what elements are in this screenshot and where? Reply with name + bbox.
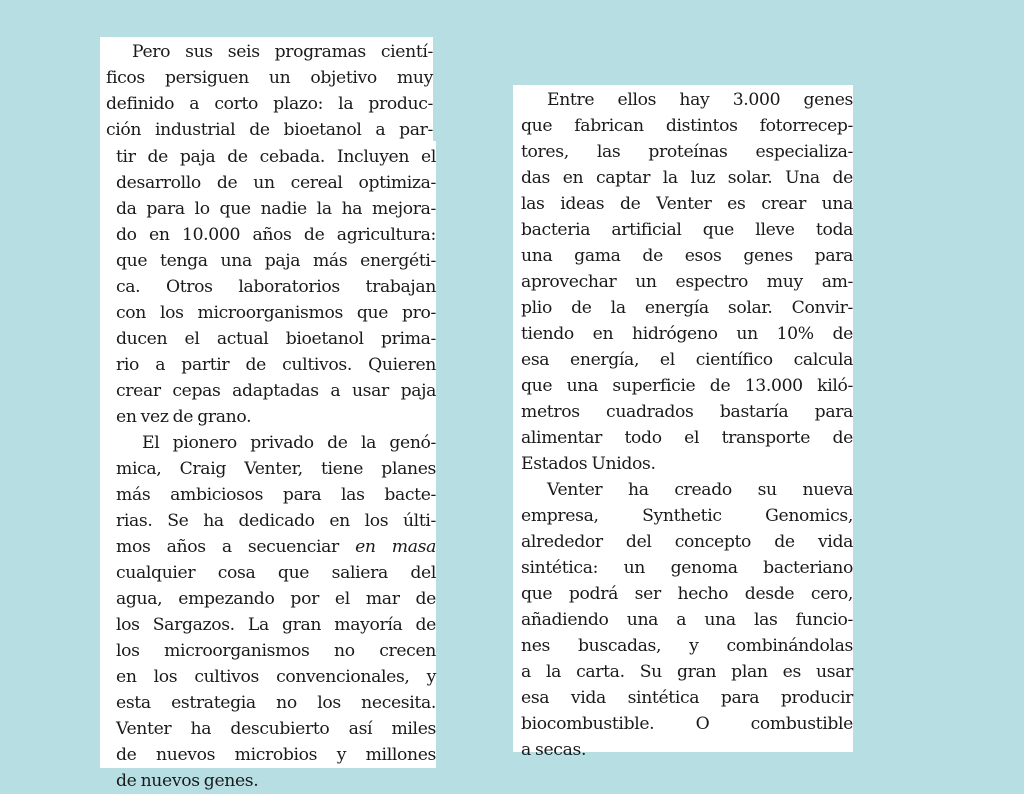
text-line: añadiendo una a una las funcio- [521,610,853,630]
text-line: alimentar todo el transporte de [521,428,853,448]
text-line: ca. Otros laboratorios trabajan [116,277,436,297]
text-line: plio de la energía solar. Convir- [521,298,853,318]
article-clipping-3 [513,85,853,760]
text-line: da para lo que nadie la ha mejora- [116,199,436,219]
text-line: esa vida sintética para producir [521,688,853,708]
text-line: a la carta. Su gran plan es usar [521,662,853,682]
text-line: crear cepas adaptadas a usar paja [116,381,436,401]
text-line: rio a partir de cultivos. Quieren [116,355,436,375]
text-line: sintética: un genoma bacteriano [521,558,853,578]
text-line: de nuevos genes. [116,771,259,791]
text-line: ción industrial de bioetanol a par- [106,120,433,140]
text-line: aprovechar un espectro muy am- [521,272,853,292]
text-line: empresa, Synthetic Genomics, [521,506,853,526]
text-line [116,534,436,560]
text-line: Pero sus seis programas cientí- [132,42,433,62]
text-line: Venter ha descubierto así miles [116,719,436,739]
text-line: de nuevos microbios y millones [116,745,436,765]
text-line: con los microorganismos que pro- [116,303,436,323]
text-line: que fabrican distintos fotorrecep- [521,116,853,136]
text-line: biocombustible. O combustible [521,714,853,734]
text-line: Venter ha creado su nueva [547,480,853,500]
text-line: los microorganismos no crecen [116,641,436,661]
text-line: que podrá ser hecho desde cero, [521,584,853,604]
text-line: tores, las proteínas especializa- [521,142,853,162]
text-line: tir de paja de cebada. Incluyen el [116,147,436,167]
text-line: metros cuadrados bastaría para [521,402,853,422]
text-line: desarrollo de un cereal optimiza- [116,173,436,193]
text-line: El pionero privado de la genó- [142,433,436,453]
text-line: das en captar la luz solar. Una de [521,168,853,188]
text-line: definido a corto plazo: la produc- [106,94,433,114]
italic-phrase: en masa [355,537,436,557]
text-line: bacteria artificial que lleve toda [521,220,853,240]
text-line: una gama de esos genes para [521,246,853,266]
text-line: alrededor del concepto de vida [521,532,853,552]
text-line: más ambiciosos para las bacte- [116,485,436,505]
text-line: agua, empezando por el mar de [116,589,436,609]
text-line: Estados Unidos. [521,454,656,474]
text-line: en vez de grano. [116,407,252,427]
text-line: a secas. [521,740,587,760]
article-clipping-1 [100,37,433,141]
text-line: que tenga una paja más energéti- [116,251,436,271]
text-line: que una superficie de 13.000 kiló- [521,376,853,396]
text-line: ducen el actual bioetanol prima- [116,329,436,349]
text-line: cualquier cosa que saliera del [116,563,436,583]
text-line: Entre ellos hay 3.000 genes [547,90,853,110]
text-line: rias. Se ha dedicado en los últi- [116,511,436,531]
text-line: las ideas de Venter es crear una [521,194,853,214]
text-line: do en 10.000 años de agricultura: [116,225,436,245]
text-line: mica, Craig Venter, tiene planes [116,459,436,479]
text-line: esa energía, el científico calcula [521,350,853,370]
text-line: los Sargazos. La gran mayoría de [116,615,436,635]
text-line: esta estrategia no los necesita. [116,693,436,713]
text-line: en los cultivos convencionales, y [116,667,436,687]
text-line: tiendo en hidrógeno un 10% de [521,324,853,344]
text-line: nes buscadas, y combinándolas [521,636,853,656]
text-line: ficos persiguen un objetivo muy [106,68,433,88]
text-fragment: mos años a secuenciar [116,537,356,557]
article-clipping-2 [100,141,436,791]
